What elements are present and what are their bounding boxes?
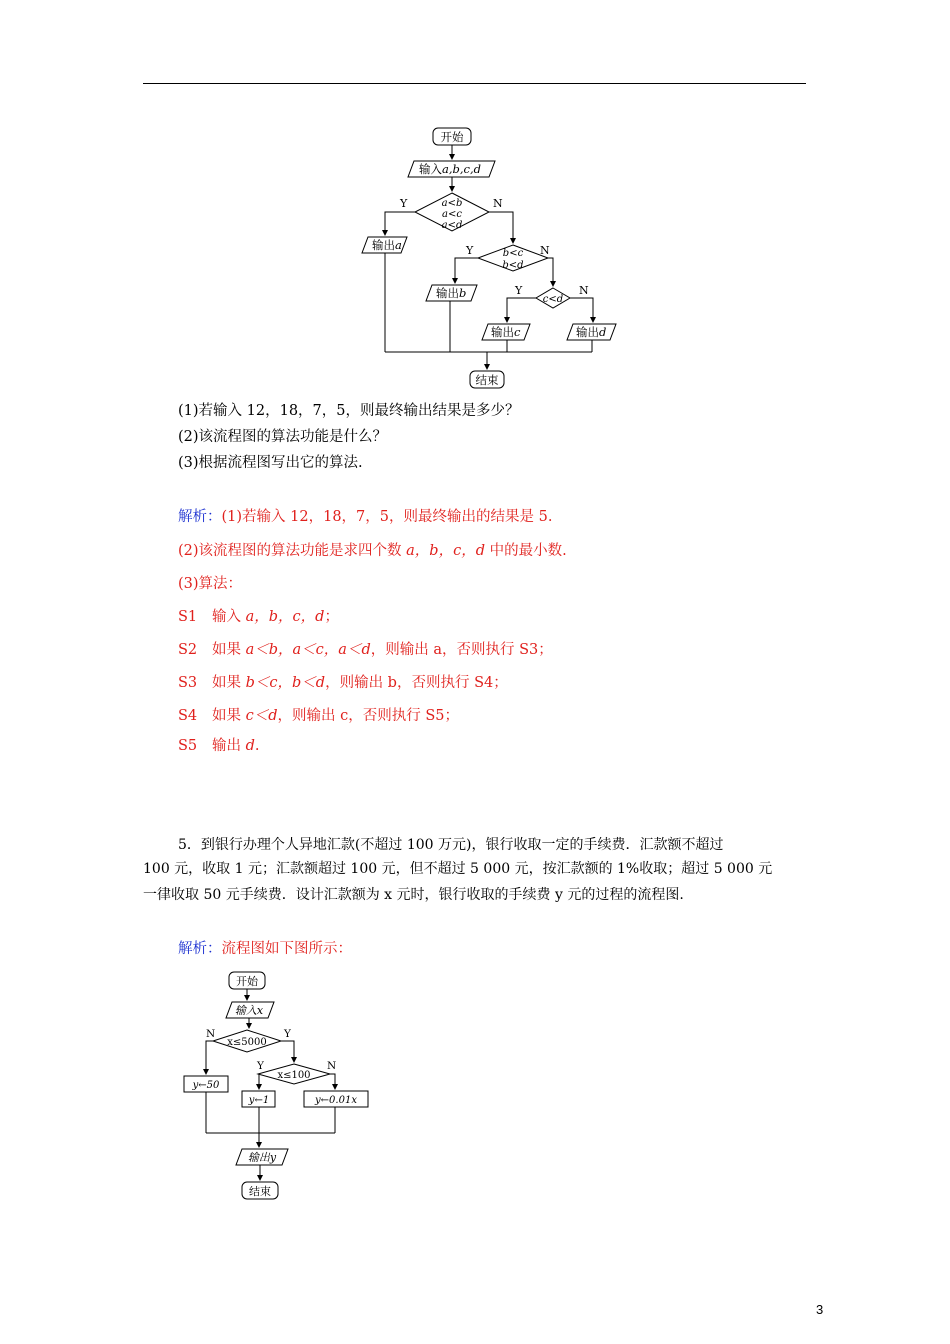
input-label: 输入a,b,c,d xyxy=(419,162,481,176)
problem5-line-3: 一律收取 50 元手续费．设计汇款额为 x 元时，银行收取的手续费 y 元的过程的流程图. xyxy=(143,887,684,903)
cond-x-5000: x≤5000 xyxy=(227,1037,267,1048)
answer-label: 解析： xyxy=(178,509,222,525)
page-number: 3 xyxy=(816,1302,824,1317)
algo-step-2: S2 如果 a＜b，a＜c，a＜d，则输出 a，否则执行 S3； xyxy=(178,642,553,658)
assign-50-label: y←50 xyxy=(192,1080,220,1091)
yes-label-f2-1: Y xyxy=(284,1028,291,1040)
output-c-label: 输出c xyxy=(491,325,521,339)
yes-label-f2-2: Y xyxy=(257,1060,264,1072)
end-label-2: 结束 xyxy=(249,1185,271,1198)
answer5-line xyxy=(178,940,352,958)
no-label-3: N xyxy=(579,284,589,297)
cond1-line3: a<d xyxy=(441,220,463,231)
algo-step-1: S1 输入 a，b，c，d； xyxy=(178,609,339,625)
no-label-f2-2: N xyxy=(327,1060,337,1072)
question-1: (1)若输入 12，18，7，5，则最终输出结果是多少？ xyxy=(178,403,520,419)
cond3-label: c<d xyxy=(542,294,564,305)
answer-1: (1)若输入 12，18，7，5，则最终输出的结果是 5. xyxy=(221,509,553,525)
answer-line-1 xyxy=(178,508,552,526)
no-label-1: N xyxy=(493,197,503,210)
output-a-label: 输出a xyxy=(372,238,402,252)
algo-step-5: S5 输出 d. xyxy=(178,738,260,754)
cond-x-100: x≤100 xyxy=(277,1070,311,1081)
assign-001x-label: y←0.01x xyxy=(315,1095,357,1106)
assign-1-label: y←1 xyxy=(248,1095,270,1106)
yes-label-3: Y xyxy=(515,284,523,297)
yes-label-2: Y xyxy=(466,244,474,257)
answer-line-3: (3)算法： xyxy=(178,576,243,592)
cond2-line2: b<d xyxy=(502,260,524,271)
no-label-f2-1: N xyxy=(206,1028,216,1040)
problem5-line-2: 100 元，收取 1 元；汇款额超过 100 元，但不超过 5 000 元，按汇款额的 1%收取；超过 5 000 元 xyxy=(143,861,773,877)
answer-line-2: (2)该流程图的算法功能是求四个数 a，b，c，d 中的最小数. xyxy=(178,543,567,559)
input-x-label: 输入x xyxy=(234,1004,264,1017)
cond1-line2: a<c xyxy=(442,209,462,220)
question-3: (3)根据流程图写出它的算法. xyxy=(178,455,363,471)
problem5-line-1: 5．到银行办理个人异地汇款(不超过 100 万元)，银行收取一定的手续费．汇款额不超过 xyxy=(178,837,724,853)
end-label: 结束 xyxy=(475,373,499,387)
start-label-2: 开始 xyxy=(236,975,258,988)
output-b-label: 输出b xyxy=(436,286,467,300)
yes-label-1: Y xyxy=(400,197,408,210)
cond1-line1: a<b xyxy=(441,198,463,209)
start-label: 开始 xyxy=(440,130,464,144)
answer5-label: 解析： xyxy=(178,941,222,957)
cond2-line1: b<c xyxy=(502,248,524,259)
algo-step-4: S4 如果 c＜d，则输出 c，否则执行 S5； xyxy=(178,708,460,724)
question-2: (2)该流程图的算法功能是什么？ xyxy=(178,429,388,445)
flowchart-min-of-four xyxy=(0,0,950,400)
output-y-label: 输出y xyxy=(247,1151,277,1164)
algo-step-3: S3 如果 b＜c，b＜d，则输出 b，否则执行 S4； xyxy=(178,675,508,691)
output-d-label: 输出d xyxy=(576,325,607,339)
no-label-2: N xyxy=(540,244,550,257)
flowchart-fee xyxy=(0,965,950,1205)
answer5-text: 流程图如下图所示： xyxy=(221,941,352,957)
